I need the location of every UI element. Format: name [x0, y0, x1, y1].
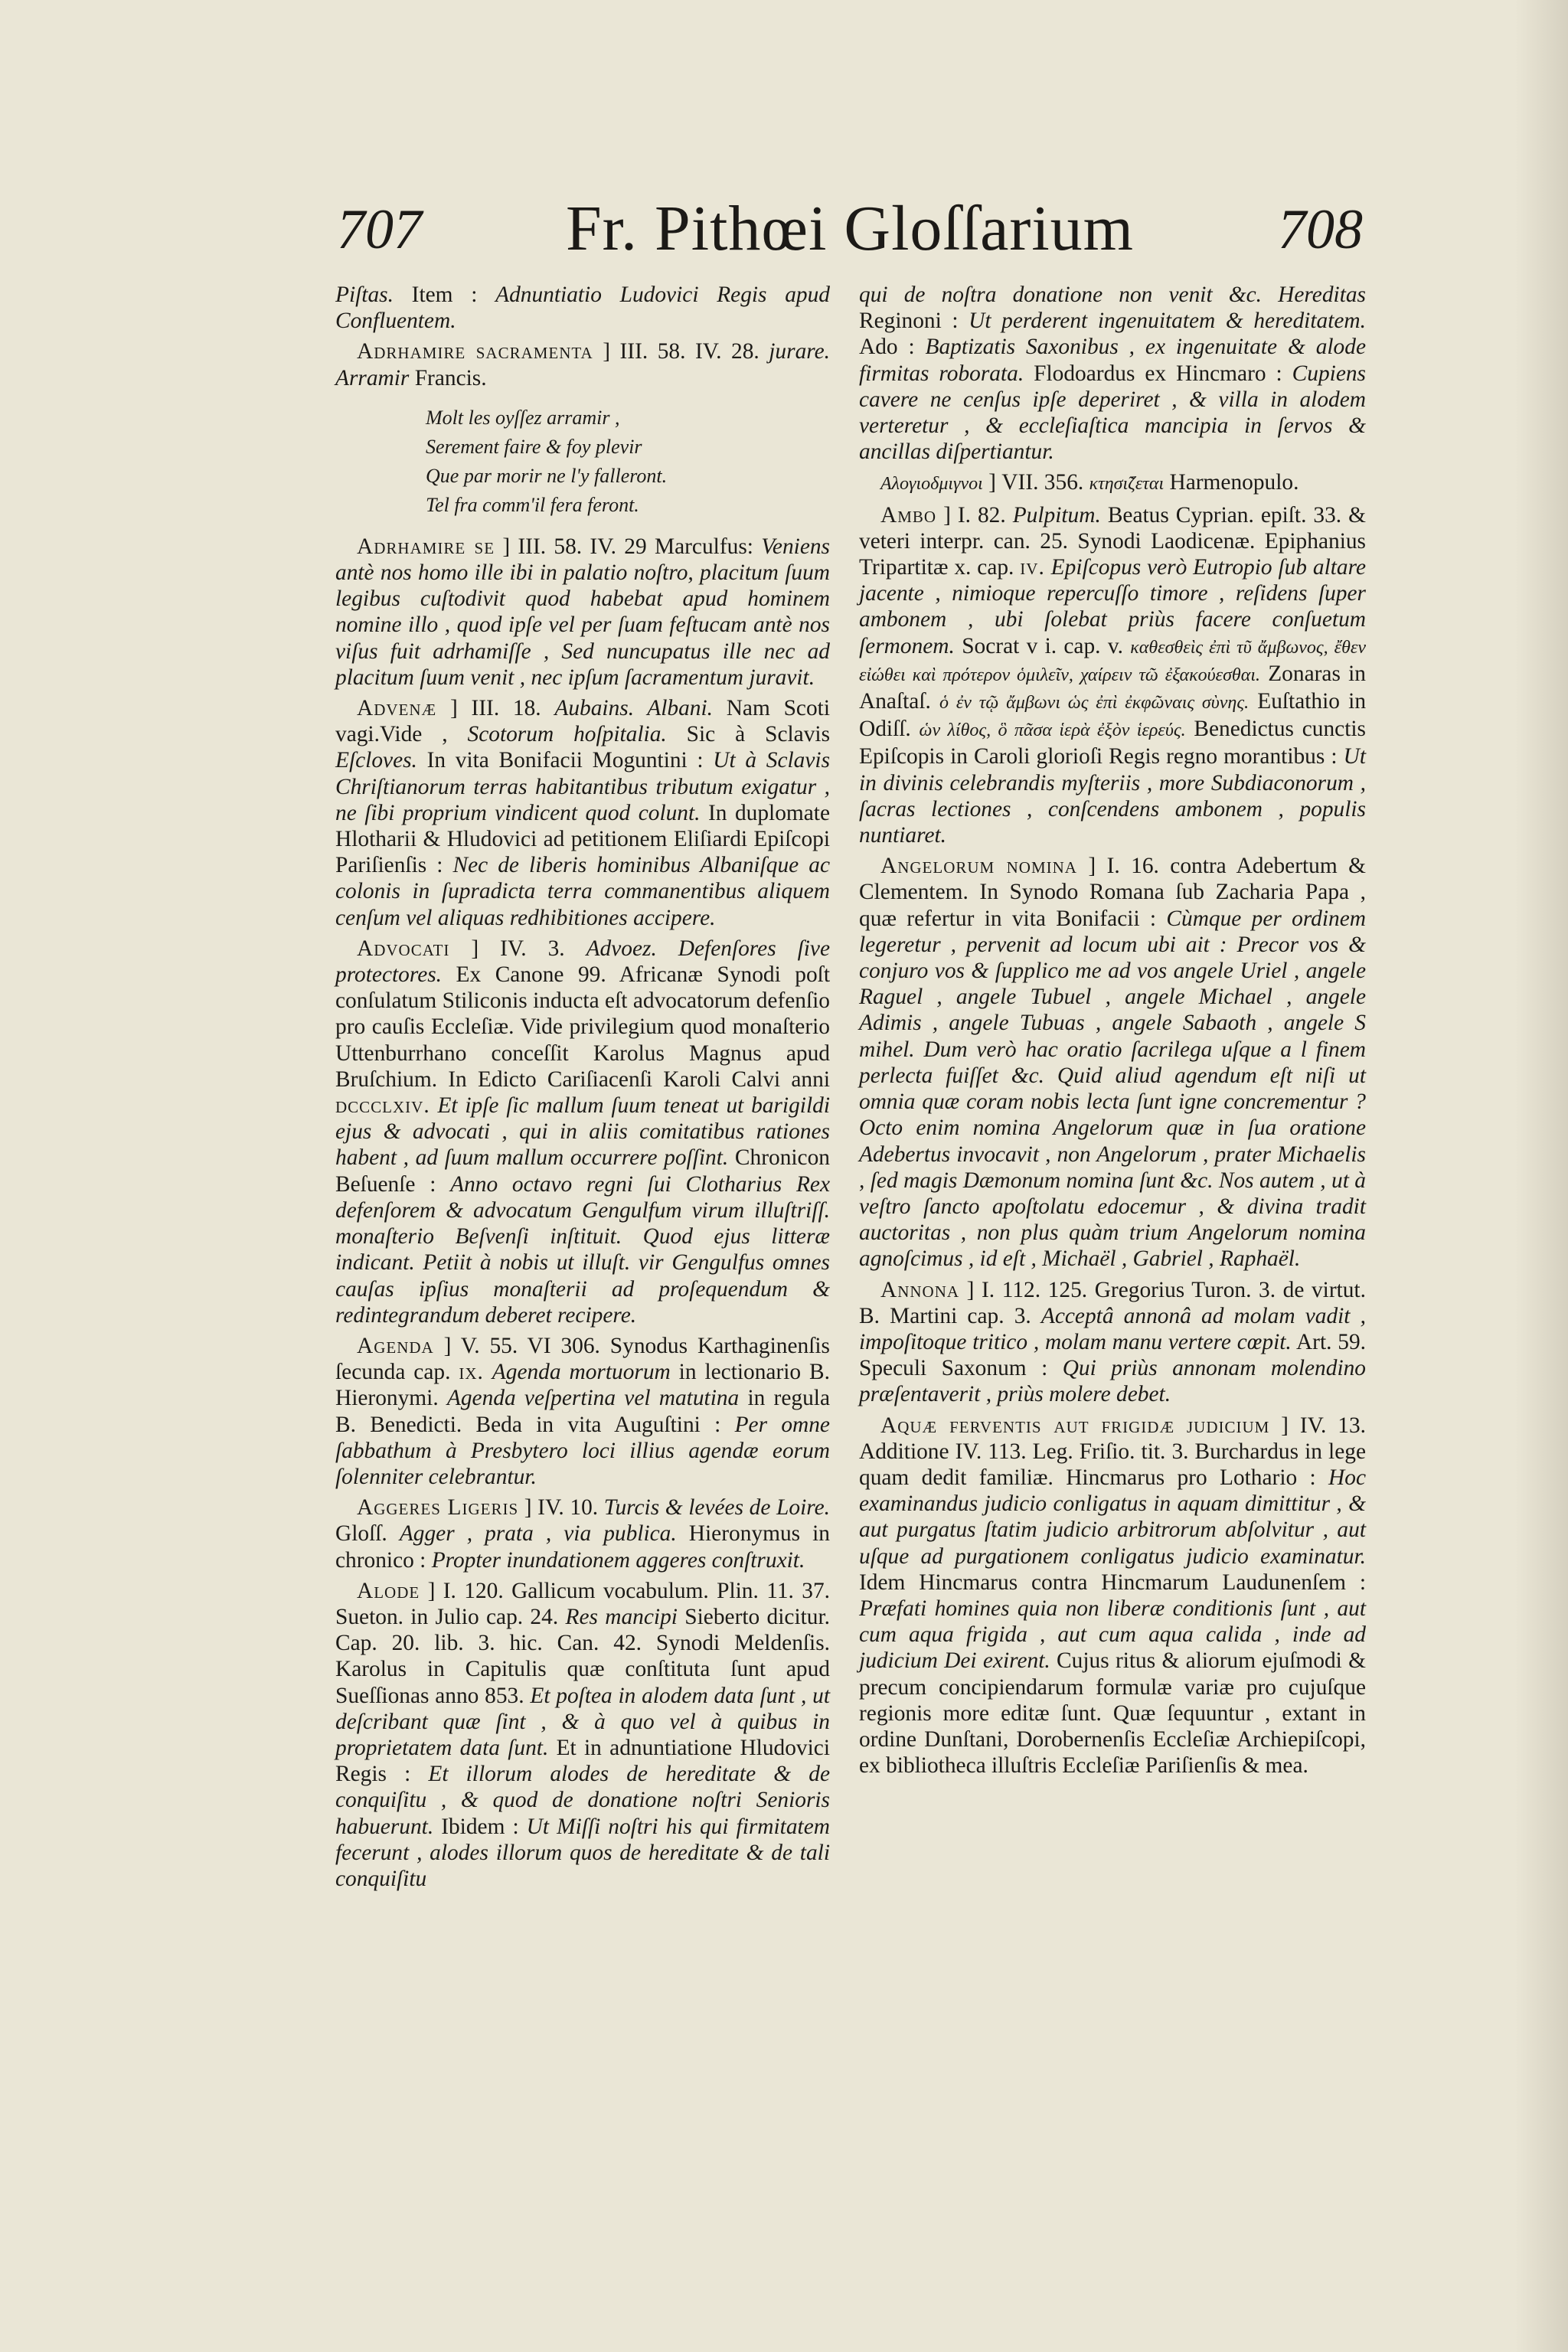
roman-text: ] III. 58. IV. 28.	[593, 339, 769, 364]
roman-text: Sic à Sclavis	[666, 722, 831, 747]
headword: Annona	[880, 1277, 960, 1302]
headword: Angelorum nomina	[880, 854, 1077, 879]
italic-text: Agenda mortuorum	[492, 1360, 671, 1385]
italic-text: Et ipſe ſic mallum ſuum teneat ut barigildi ejus & advocati , qui in aliis comitatibus rationes habent , ad ſuum mallum occurrere poſſint.	[335, 1093, 830, 1171]
headword: Aquæ ferventis aut frigidæ judicium	[880, 1413, 1270, 1438]
italic-text: Res mancipi	[565, 1604, 678, 1629]
italic-text: Propter inundationem aggeres conſtruxit.	[431, 1547, 805, 1573]
headword: Adrhamire sacramenta	[357, 339, 593, 364]
roman-text: Ibidem :	[433, 1814, 527, 1839]
italic-text: Agger , prata , via publica.	[399, 1521, 677, 1547]
glossary-entry	[859, 1413, 1366, 1779]
roman-text: Et in adnuntiatione Hludovici Regis :	[335, 1735, 830, 1787]
roman-text: Sieberto dicitur. Cap. 20. lib. 3. hic. Can. 42. Synodi Meldenſis. Karolus in Capitulis quæ conſtituta ſunt apud Sueſſionas anno 853.	[335, 1604, 830, 1708]
roman-text	[484, 1360, 492, 1384]
glossary-entry	[335, 282, 830, 334]
roman-text: Item :	[393, 283, 496, 307]
roman-text: Ex Canone 99. Africanæ Synodi poſt conſulatum Stiliconis inducta eſt advocatorum defenſio pro cauſis Eccleſiæ. Vide privilegium quod monaſterio Uttenburrhano conceſſit Karolus Magnus apud Bruſchium. In Edicto Cariſiacenſi Karoli Calvi anni	[335, 962, 830, 1092]
roman-text: in regula B. Benedicti. Beda in vita Auguſtini :	[335, 1386, 830, 1437]
roman-text: Francis.	[409, 365, 487, 390]
italic-text: Et illorum alodes de hereditate & de conquiſitu , & quod de donatione noſtri Senioris habuerunt.	[335, 1762, 830, 1839]
italic-text: Acceptâ annonâ ad molam vadit , impoſitoque tritico , molam manu vertere cœpit.	[859, 1303, 1366, 1354]
roman-text: Molt les oyſſez arramir ,	[426, 406, 620, 429]
verse-line	[335, 403, 830, 433]
italic-text: Adnuntiatio Ludovici Regis apud Confluentem.	[335, 283, 830, 334]
headword: Advenæ	[357, 696, 437, 721]
greek-text: Αλογιοδμιγνοι	[880, 474, 983, 495]
roman-text: Hieronymus in chronico :	[335, 1521, 830, 1573]
right-column	[859, 282, 1366, 1783]
glossary-entry	[859, 853, 1366, 1272]
roman-text: Idem Hincmarus contra Hincmarum Laudunenſem :	[859, 1570, 1366, 1595]
roman-text: ] VII. 356.	[982, 470, 1089, 495]
page-header	[337, 191, 1363, 276]
headword: Agenda	[357, 1333, 434, 1358]
roman-text: Cujus ritus & aliorum ejuſmodi & precum concipiendarum formulæ variæ pro cujuſque regionis more editæ ſunt. Quæ ſequuntur , extant in ordine Dunſtani, Dorobernenſis Eccleſiæ Archiepiſcopi, ex bibliotheca illuſtris Eccleſiæ Pariſienſis & mea.	[859, 1648, 1367, 1779]
italic-text: Piſtas.	[335, 283, 394, 307]
glossary-entry	[335, 338, 830, 390]
greek-text: ὁ ἐν τῷ ἄμβωνι ὡς ἐπὶ ἐκφῶναις σὺνης.	[939, 693, 1250, 714]
roman-text: ] I. 112. 125. Gregorius Turon. 3. de virtut. B. Martini cap. 3.	[859, 1277, 1366, 1328]
italic-text: Nec de liberis hominibus Albaniſque ac colonis in ſupradicta terra commanentibus aliquem cenſum vel aliquas redhibitiones accipere.	[335, 853, 831, 930]
roman-text: Ado :	[859, 335, 926, 360]
headword: Advocati	[357, 936, 450, 961]
glossary-entry	[335, 695, 830, 931]
page-number-left: 707	[337, 198, 422, 261]
roman-text: ] III. 18.	[436, 696, 555, 721]
italic-text: jurare. Arramir	[335, 339, 830, 390]
glossary-entry	[859, 502, 1366, 849]
italic-text: Advoez. Defenſores ſive protectores.	[335, 936, 830, 988]
italic-text: Turcis & levées de Loire.	[603, 1495, 830, 1521]
italic-text: Cùmque per ordinem legeretur , pervenit ad locum ubi ait : Precor vos & conjuro vos & ſupplico me ad vos angele Uriel , angele Raguel , angele Tubuel , angele Michael , angele Adimis , angele Tubuas , angele Sabaoth , angele S mihel. Dum verò hac oratio ſacrilega uſque a l finem perlecta fuiſſet &c. Quid aliud agendum eſt niſi ut omnia quæ coram nobis lecta ſunt igne concrementur ? Octo enim nomina Angelorum quæ in ſua oratione Adebertus invocavit , non Angelorum , prater Michaelis , ſed magis Dæmonum nomina ſunt &c. Nos autem , ut à veſtro ſancto apoſtolatu edocemur , & divina tradit auctoritas , non plus quàm trium Angelorum nomina agnoſcimus , id eſt , Michaël , Gabriel , Raphaël.	[859, 906, 1367, 1272]
greek-text: κτησι̃ζεται	[1089, 474, 1165, 495]
glossary-entry	[859, 1277, 1366, 1408]
headword: Aggeres Ligeris	[357, 1495, 519, 1521]
glossary-entry	[859, 282, 1366, 465]
italic-text: Ut in divinis celebrandis myſteriis , more Subdiaconorum , ſacras lectiones , conſcendens ambonem , populis nuntiaret.	[859, 744, 1366, 848]
roman-text: Socrat v i. cap. v.	[954, 633, 1131, 658]
italic-text: Qui priùs annonam molendino præſentaverit , priùs molere debet.	[859, 1356, 1366, 1407]
verse-line	[335, 491, 830, 520]
roman-text	[430, 1093, 438, 1118]
italic-text: Et poſtea in alodem data ſunt , ut deſcribant quæ ſint , & à quo vel à quibus in proprietatem data ſunt.	[335, 1683, 830, 1760]
italic-text: Anno octavo regni ſui Clotharius Rex defenſorem & advocatum Gengulfum virum illuſtriſſ. monaſterio Beſvenſi inſtituit. Quod ejus litteræ indicant. Petiit à nobis ut illuſt. vir Gengulfus omnes cauſas ipſius monaſterii ad proſequendum & redintegrandum deberet recipere.	[335, 1171, 830, 1328]
italic-text: Pulpitum.	[1012, 502, 1101, 528]
roman-text: ] IV. 13. Additione IV. 113. Leg. Friſio. tit. 3. Burchardus in lege quam dedit familiæ. Hincmarus pro Lothario :	[859, 1413, 1367, 1490]
roman-text: Nam Scoti vagi.Vide ,	[335, 696, 830, 747]
glossary-entry	[859, 469, 1366, 497]
glossary-entry	[335, 936, 830, 1328]
italic-text: Hoc examinandus judicio conligatus in aquam dimittitur , & aut purgatus ſtatim judicio arbitrorum abſolvitur , aut uſque ad purgationem conligatus judicio examinatur.	[859, 1465, 1366, 1569]
italic-text: Per omne ſabbathum à Presbytero loci illius agendæ eorum ſolenniter celebrantur.	[335, 1412, 830, 1489]
roman-text: ] I. 16. contra Adebertum & Clementem. In Synodo Romana ſub Zacharia Papa , quæ refertur in vita Bonifacii :	[859, 854, 1366, 931]
greek-text: καθεσθεὶς ἐπὶ τῦ ἄμβωνος, ἔθεν εἰώθει καὶ πρότερον ὁμιλεῖν, χαίρειν τῶ ἐξακούεσθαι.	[859, 637, 1366, 685]
italic-text: Baptizatis Saxonibus , ex ingenuitate & alode firmitas roborata.	[859, 335, 1366, 386]
roman-text: ] III. 58. IV. 29 Marculfus:	[495, 534, 762, 559]
roman-text: Gloſſ.	[335, 1521, 400, 1547]
headword: Ambo	[880, 502, 937, 528]
roman-text: Tel fra comm'il fera feront.	[426, 493, 639, 516]
italic-text: Aubains. Albani.	[554, 696, 713, 721]
italic-text: Ut Miſſi noſtri his qui firmitatem fecerunt , alodes illorum quos de hereditate & de tali conquiſitu	[335, 1814, 830, 1891]
verse-line	[335, 433, 830, 462]
verse-line	[335, 462, 830, 491]
italic-text: Eſcloves.	[335, 748, 417, 773]
left-column	[335, 282, 830, 1896]
italic-text: Ut à Sclavis Chriſtianorum terras habitantibus tributum exigatur , ne ſibi proprium vindicent quod colunt.	[335, 748, 831, 825]
headword: Alode	[357, 1578, 420, 1603]
italic-text: Scotorum hoſpitalia.	[467, 722, 667, 747]
roman-text: Que par morir ne l'y falleront.	[426, 464, 668, 487]
page-number-right: 708	[1278, 198, 1363, 261]
roman-text: Zonaras in Anaſtaſ.	[859, 661, 1366, 714]
roman-text: ] IV. 3.	[449, 936, 586, 961]
roman-text: Beatus Cyprian. epiſt. 33. & veteri interpr. can. 25. Synodi Laodicenæ. Epiphanius Tripartitæ x. cap.	[859, 502, 1366, 580]
roman-text: In duplomate Hlotharii & Hludovici ad petitionem Eliſiardi Epiſcopi Pariſienſis :	[335, 800, 831, 878]
page-edge-shadow	[1514, 0, 1568, 2352]
roman-text: ] I. 120. Gallicum vocabulum. Plin. 11. 37. Sueton. in Julio cap. 24.	[335, 1578, 830, 1629]
headword: dccclxiv.	[335, 1093, 430, 1119]
italic-text: Agenda veſpertina vel matutina	[446, 1386, 740, 1411]
roman-text: ] I. 82.	[936, 502, 1013, 528]
glossary-entry	[335, 1494, 830, 1573]
headword: iv.	[1020, 555, 1045, 580]
greek-text: ὡν λίθος, ὃ πᾶσα ἱερὰ ἐξὸν ἱερεύς.	[919, 720, 1186, 741]
headword: ix.	[459, 1360, 484, 1385]
italic-text: Veniens antè nos homo ille ibi in palatio noſtro, placitum ſuum legibus cuſtodivit quod habebat apud hominem nomine illo , quod ipſe vel per ſuam feſtucam antè nos viſus fuit adrhamiſſe , Sed nuncupatus ille nec ad placitum ſuum venit , nec ipſum ſacramentum juravit.	[335, 534, 830, 690]
running-title: Fr. Pithœi Gloſſarium	[565, 193, 1135, 264]
glossary-entry	[335, 1333, 830, 1490]
roman-text: Serement faire & foy plevir	[426, 435, 642, 458]
italic-text: Epiſcopus verò Eutropio ſub altare jacente , nimioque repercuſſo timore , reſidens ſuper ambonem , ubi ſolebat priùs facere conſuetum ſermonem.	[859, 555, 1366, 658]
italic-text: Præfati homines quia non liberæ conditionis ſunt , aut cum aqua frigida , aut cum aqua calida , inde ad judicium Dei exirent.	[859, 1596, 1366, 1674]
roman-text: ] IV. 10.	[518, 1495, 604, 1521]
italic-text: qui de noſtra donatione non venit &c. Hereditas	[859, 283, 1366, 307]
roman-text: Chronicon Beſuenſe :	[335, 1145, 830, 1197]
roman-text: in lectionario B. Hieronymi.	[335, 1360, 830, 1411]
italic-text: Cupiens cavere ne cenſus ipſe deperiret , & villa in alodem verteretur , & eccleſiaſtica mancipia in ſervos & ancillas diſpertiantur.	[859, 361, 1366, 465]
roman-text: Flodoardus ex Hincmaro :	[1024, 361, 1292, 386]
roman-text: Euſtathio in Odiſſ.	[859, 689, 1367, 742]
roman-text: Benedictus cunctis Epiſcopis in Caroli glorioſi Regis regno morantibus :	[859, 717, 1366, 769]
roman-text	[1045, 555, 1051, 580]
glossary-entry	[335, 534, 830, 691]
glossary-entry	[335, 1578, 830, 1892]
italic-text: Ut perderent ingenuitatem & hereditatem.	[969, 309, 1366, 334]
roman-text: In vita Bonifacii Moguntini :	[416, 748, 714, 773]
roman-text: Reginoni :	[859, 309, 969, 334]
roman-text: Art. 59. Speculi Saxonum :	[859, 1329, 1366, 1381]
roman-text: Harmenopulo.	[1164, 470, 1299, 495]
roman-text: ] V. 55. VI 306. Synodus Karthaginenſis ſecunda cap.	[335, 1333, 830, 1385]
headword: Adrhamire se	[357, 534, 495, 559]
